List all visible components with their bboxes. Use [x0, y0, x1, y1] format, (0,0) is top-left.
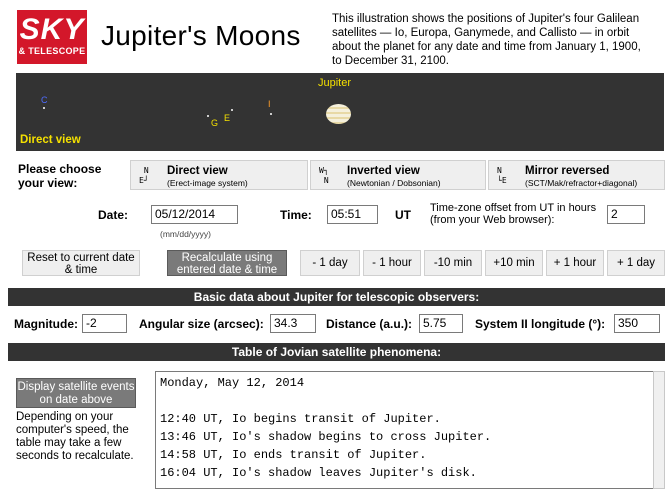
- mirror-view-title: Mirror reversed: [525, 165, 610, 177]
- minus-1-day-button[interactable]: - 1 day: [300, 250, 360, 276]
- jupiter-planet: [326, 104, 351, 124]
- moon-callisto: [43, 107, 45, 109]
- time-input[interactable]: 05:51: [327, 205, 378, 224]
- phenomena-textarea[interactable]: Monday, May 12, 2014 12:40 UT, Io begins transit of Jupiter. 13:46 UT, Io's shadow begins to cross Jupiter. 14:58 UT, Io ends transit of Jupiter. 16:04 UT, Io's shadow leaves Jupiter's disk.: [155, 371, 655, 489]
- intro-text: This illustration shows the positions of Jupiter's four Galilean satellites — Io, Europa, Ganymede, and Callisto — in orbit about the planet for any date and time from January 1, 1900, to December 31, 2100.: [332, 13, 641, 67]
- logo-sub-text: & TELESCOPE: [18, 46, 86, 56]
- longitude-field[interactable]: 350: [614, 314, 660, 333]
- view-mode-label: Direct view: [20, 134, 81, 146]
- plus-1-hour-button[interactable]: + 1 hour: [546, 250, 604, 276]
- page-title: Jupiter's Moons: [101, 20, 301, 51]
- view-prompt: Please choose your view:: [18, 162, 102, 190]
- plus-10-min-button[interactable]: +10 min: [485, 250, 543, 276]
- date-label: Date:: [98, 208, 129, 222]
- recalculate-button[interactable]: Recalculate using entered date & time: [167, 250, 287, 276]
- minus-10-min-button[interactable]: -10 min: [424, 250, 482, 276]
- inverted-view-title: Inverted view: [347, 165, 420, 177]
- timezone-input[interactable]: 2: [607, 205, 645, 224]
- time-label: Time:: [280, 208, 312, 222]
- logo-main-text: SKY: [19, 13, 85, 46]
- inverted-view-button[interactable]: [310, 160, 486, 190]
- inverted-view-icon: W┐ N: [319, 166, 329, 185]
- textarea-scrollbar[interactable]: [653, 371, 665, 489]
- jupiter-label: Jupiter: [318, 77, 352, 89]
- direct-view-icon: N E┘: [139, 166, 149, 185]
- mirror-view-button[interactable]: [488, 160, 665, 190]
- sky-view: [16, 73, 664, 151]
- direct-view-button[interactable]: [130, 160, 308, 190]
- inverted-view-subtitle: (Newtonian / Dobsonian): [347, 178, 441, 188]
- moon-europa: [231, 109, 233, 111]
- moon-label-europa: E: [224, 113, 231, 123]
- magnitude-field[interactable]: -2: [82, 314, 127, 333]
- moon-label-ganymede: G: [211, 118, 219, 128]
- date-format-hint: (mm/dd/yyyy): [160, 229, 211, 239]
- moon-ganymede: [207, 115, 209, 117]
- direct-view-subtitle: (Erect-image system): [167, 178, 248, 188]
- phenomena-heading: Table of Jovian satellite phenomena:: [8, 343, 665, 361]
- magnitude-label: Magnitude:: [14, 317, 78, 331]
- moon-io: [270, 113, 272, 115]
- longitude-label: System II longitude (°):: [475, 317, 606, 331]
- mirror-view-icon: N └E: [497, 166, 507, 185]
- distance-field[interactable]: 5.75: [419, 314, 463, 333]
- reset-button[interactable]: Reset to current date & time: [22, 250, 140, 276]
- angular-size-label: Angular size (arcsec):: [139, 317, 264, 331]
- time-unit-label: UT: [395, 208, 411, 222]
- angular-size-field[interactable]: 34.3: [270, 314, 316, 333]
- plus-1-day-button[interactable]: + 1 day: [607, 250, 665, 276]
- moon-label-callisto: C: [41, 95, 48, 105]
- direct-view-title: Direct view: [167, 165, 228, 177]
- distance-label: Distance (a.u.):: [326, 317, 413, 331]
- display-events-button[interactable]: Display satellite events on date above: [16, 378, 136, 408]
- minus-1-hour-button[interactable]: - 1 hour: [363, 250, 421, 276]
- moon-label-io: I: [268, 99, 271, 109]
- mirror-view-subtitle: (SCT/Mak/refractor+diagonal): [525, 178, 638, 188]
- basic-data-heading: Basic data about Jupiter for telescopic observers:: [8, 288, 665, 306]
- timezone-label: Time-zone offset from UT in hours (from your Web browser):: [430, 202, 597, 226]
- date-input[interactable]: 05/12/2014: [151, 205, 238, 224]
- sky-telescope-logo: [17, 10, 87, 64]
- speed-note: Depending on your computer's speed, the table may take a few seconds to recalculate.: [16, 411, 134, 462]
